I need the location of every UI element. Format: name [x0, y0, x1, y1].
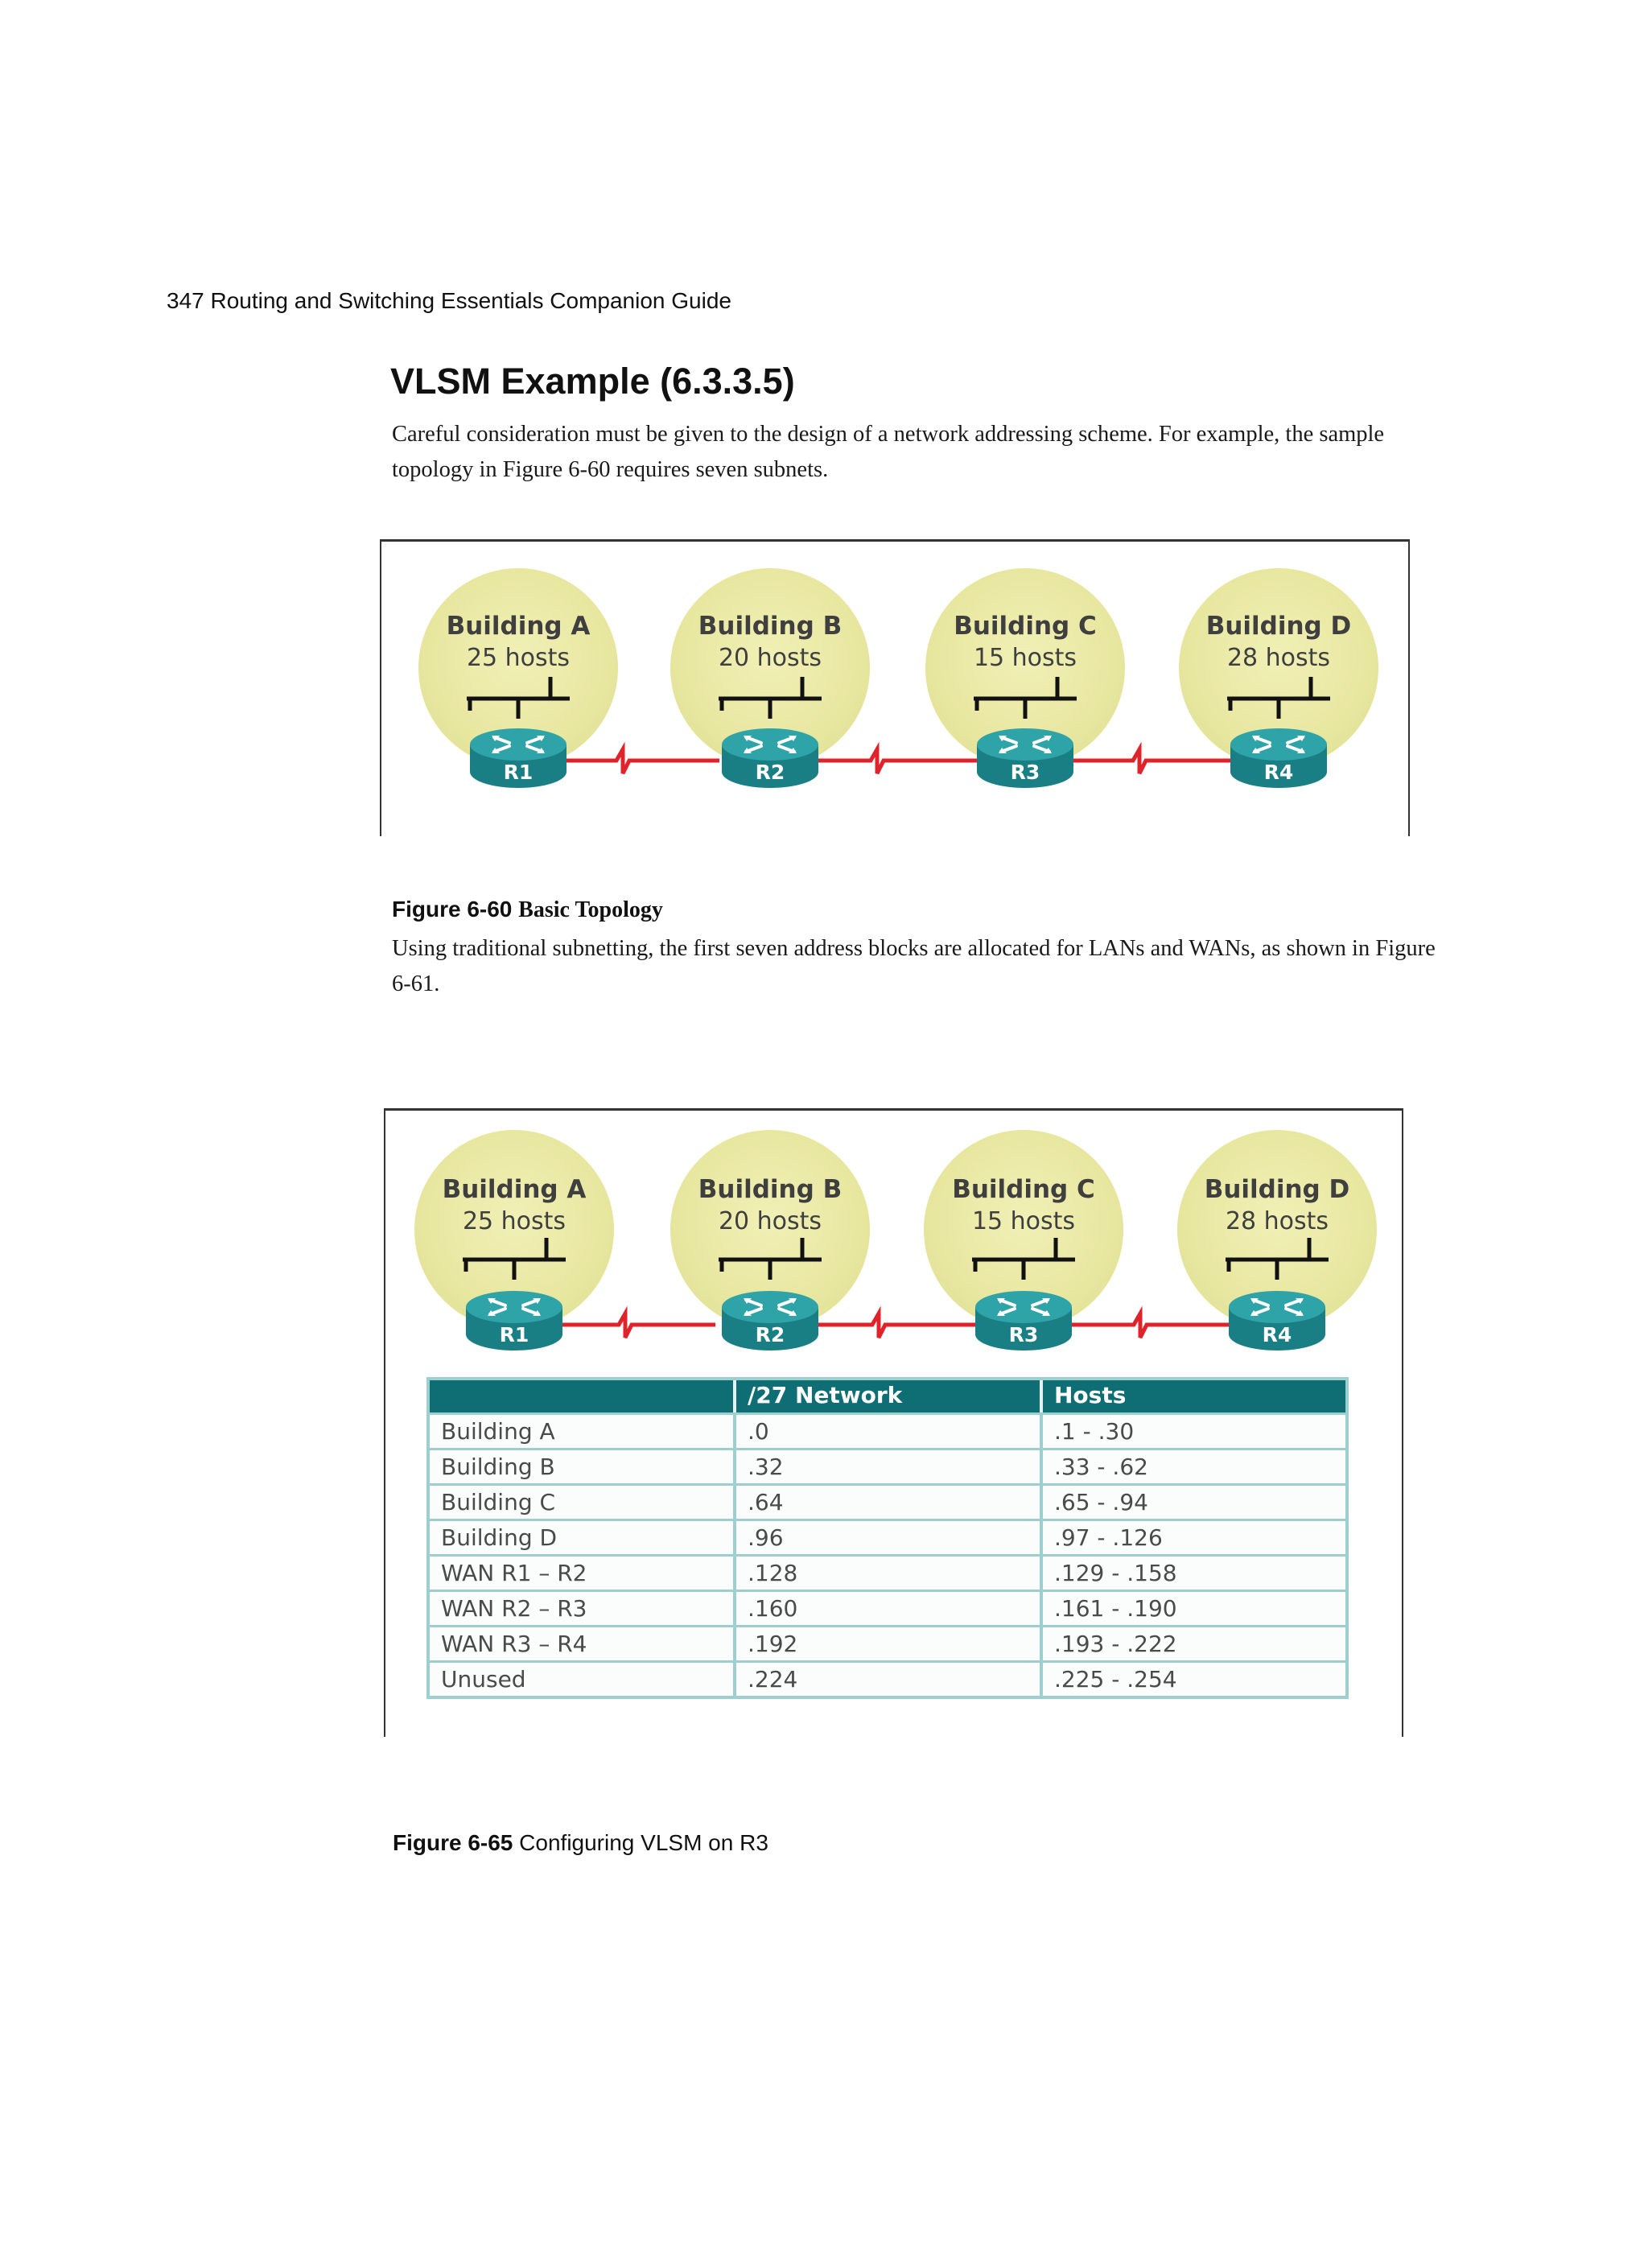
running-header: 347 Routing and Switching Essentials Companion Guide: [167, 288, 731, 313]
router-label: R1: [499, 1323, 529, 1346]
hosts-cell: .193 - .222: [1043, 1627, 1345, 1660]
segment-cell: Building C: [430, 1486, 736, 1519]
figure-6-60-caption: [392, 897, 663, 923]
table-row: [430, 1590, 1345, 1625]
figure-6-65-caption: [393, 1830, 768, 1856]
table-row: [430, 1519, 1345, 1554]
hosts-cell: .1 - .30: [1043, 1415, 1345, 1448]
lan-segment-icon: [1222, 670, 1335, 719]
hosts-cell: .65 - .94: [1043, 1486, 1345, 1519]
router-label: R4: [1263, 761, 1294, 784]
hosts-cell: .129 - .158: [1043, 1557, 1345, 1590]
network-cell: .0: [736, 1415, 1043, 1448]
lan-segment-icon: [462, 670, 575, 719]
hosts-cell: .161 - .190: [1043, 1592, 1345, 1625]
router-label: R2: [755, 1323, 785, 1346]
network-cell: .64: [736, 1486, 1043, 1519]
building-name: Building D: [1205, 612, 1352, 641]
figure-basic-topology: [380, 539, 1410, 836]
wan-links-2: [514, 1313, 1232, 1338]
lan-segment-icon: [458, 1231, 571, 1280]
segment-cell: Building D: [430, 1521, 736, 1554]
network-cell: .96: [736, 1521, 1043, 1554]
hosts-cell: .97 - .126: [1043, 1521, 1345, 1554]
header-cell-network: /27 Network: [736, 1380, 1043, 1412]
caption-number: Figure 6-65: [393, 1830, 513, 1855]
building-hosts: 25 hosts: [466, 644, 571, 672]
router-label: R4: [1262, 1323, 1292, 1346]
router-label: R1: [503, 761, 534, 784]
lan-segment-icon: [714, 1231, 826, 1280]
lan-segment-icon: [967, 1231, 1080, 1280]
table-row: [430, 1554, 1345, 1590]
caption-number: Figure 6-60: [392, 897, 513, 922]
lan-segment-icon: [969, 670, 1082, 719]
network-cell: .160: [736, 1592, 1043, 1625]
building-name: Building C: [952, 1175, 1095, 1204]
network-cell: .224: [736, 1663, 1043, 1696]
table-row: [430, 1625, 1345, 1660]
subnetting-paragraph: Using traditional subnetting, the first seven address blocks are allocated for LANs and WANs, as shown in Figure 6-61.: [392, 936, 1436, 996]
network-cell: .32: [736, 1450, 1043, 1483]
caption-title: Configuring VLSM on R3: [519, 1830, 768, 1855]
segment-cell: WAN R3 – R4: [430, 1627, 736, 1660]
router-label: R2: [755, 761, 785, 784]
lan-segment-icon: [714, 670, 826, 719]
table-row: [430, 1660, 1345, 1696]
router-label: R3: [1008, 1323, 1039, 1346]
building-name: Building B: [698, 1175, 843, 1204]
segment-cell: Unused: [430, 1663, 736, 1696]
section-title: VLSM Example (6.3.3.5): [390, 361, 795, 402]
intro-paragraph: Careful consideration must be given to the design of a network addressing scheme. For example, the sample topology in Figure 6-60 requires seven subnets.: [392, 422, 1385, 482]
lan-segment-icon: [1221, 1231, 1333, 1280]
wan-links: [518, 749, 1238, 773]
building-name: Building D: [1204, 1175, 1350, 1204]
hosts-cell: .33 - .62: [1043, 1450, 1345, 1483]
header-cell-hosts: Hosts: [1043, 1380, 1345, 1412]
header-cell: [430, 1380, 736, 1412]
building-hosts: 20 hosts: [718, 644, 822, 672]
caption-title: Basic Topology: [518, 897, 663, 922]
building-name: Building C: [954, 612, 1097, 641]
router-label: R3: [1010, 761, 1040, 784]
segment-cell: Building A: [430, 1415, 736, 1448]
segment-cell: WAN R1 – R2: [430, 1557, 736, 1590]
network-cell: .128: [736, 1557, 1043, 1590]
building-hosts: 25 hosts: [462, 1207, 566, 1235]
table-row: [430, 1448, 1345, 1483]
table-row: [430, 1412, 1345, 1448]
table-header-row: [430, 1380, 1345, 1412]
building-name: Building B: [698, 612, 843, 641]
vlsm-table: [426, 1377, 1349, 1699]
building-hosts: 15 hosts: [971, 1207, 1076, 1235]
segment-cell: WAN R2 – R3: [430, 1592, 736, 1625]
building-hosts: 28 hosts: [1225, 1207, 1329, 1235]
building-name: Building A: [446, 612, 591, 641]
hosts-cell: .225 - .254: [1043, 1663, 1345, 1696]
segment-cell: Building B: [430, 1450, 736, 1483]
figure-vlsm-table: [384, 1108, 1403, 1737]
table-row: [430, 1483, 1345, 1519]
network-cell: .192: [736, 1627, 1043, 1660]
building-hosts: 28 hosts: [1226, 644, 1331, 672]
building-name: Building A: [442, 1175, 587, 1204]
building-hosts: 20 hosts: [718, 1207, 822, 1235]
building-hosts: 15 hosts: [973, 644, 1077, 672]
